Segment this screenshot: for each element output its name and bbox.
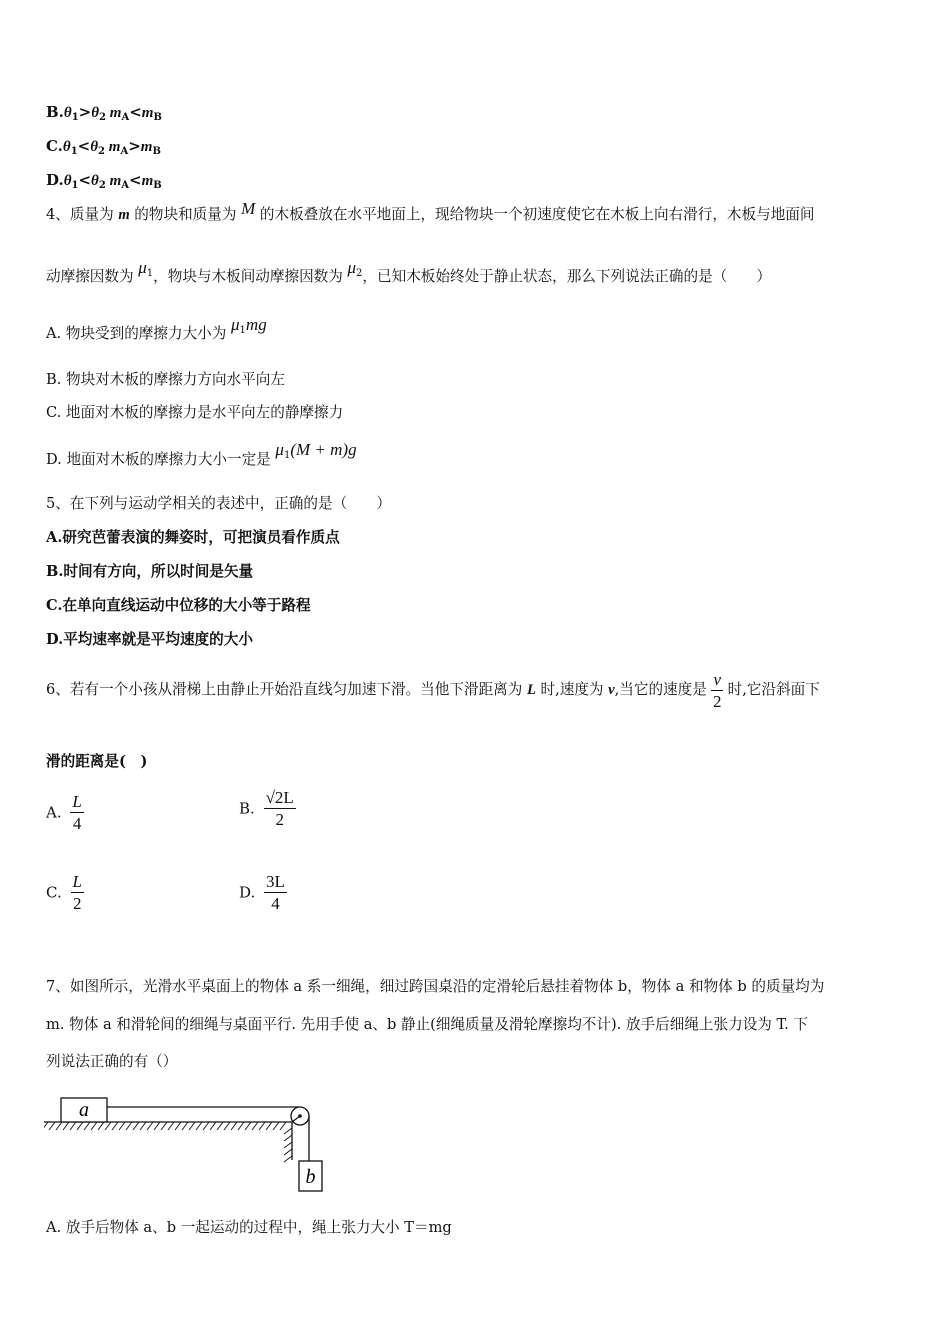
q7-pulley-figure: [44, 1090, 344, 1200]
q4-option-a: A. 物块受到的摩擦力大小为 $\mu_1mg$: [46, 315, 267, 342]
q7-stem-line3: 列说法正确的有（）: [46, 1053, 178, 1070]
q6-stem-line1: 6、若有一个小孩从滑梯上由静止开始沿直线匀加速下滑。当他下滑距离为 L 时,速度为 v,当它的速度是 $\frac{v}{2}$ 时,它沿斜面下: [46, 669, 820, 711]
q5-option-d: D.平均速率就是平均速度的大小: [46, 631, 253, 648]
q6-option-c: C. $\frac{L}{2}$: [46, 872, 82, 913]
q5-stem: 5、在下列与运动学相关的表述中，正确的是（ ）: [46, 495, 391, 512]
q7-stem-line1: 7、如图所示，光滑水平桌面上的物体 a 系一细绳，细过跨国桌沿的定滑轮后悬挂着物体 b，物体 a 和物体 b 的质量均为: [46, 978, 825, 995]
q7-stem-line2: m. 物体 a 和滑轮间的细绳与桌面平行. 先用手使 a、b 静止(细绳质量及滑轮摩擦均不计). 放手后细绳上张力设为 T. 下: [46, 1016, 808, 1033]
q5-option-c: C.在单向直线运动中位移的大小等于路程: [46, 597, 311, 614]
q5-option-b: B.时间有方向，所以时间是矢量: [46, 563, 254, 580]
block-b-label: b: [305, 1166, 316, 1188]
q7-option-a: A. 放手后物体 a、b 一起运动的过程中，绳上张力大小 T＝mg: [46, 1219, 452, 1236]
q4-stem-line2: 动摩擦因数为 $\mu_1$，物块与木板间动摩擦因数为 $\mu_2$，已知木板始终处于静止状态，那么下列说法正确的是（ ）: [46, 258, 772, 285]
q4-option-c: C. 地面对木板的摩擦力是水平向左的静摩擦力: [46, 404, 344, 421]
q4-option-d: D. 地面对木板的摩擦力大小一定是 $\mu_1(M + m)g$: [46, 440, 357, 468]
table-surface: [44, 1122, 292, 1162]
block-a-label: a: [79, 1099, 89, 1121]
q3-option-d: $D.\theta_1<\theta_2$ $m_A<m_B$: [46, 171, 162, 191]
q6-stem-line2: 滑的距离是( ): [46, 753, 148, 770]
q6-option-a: A. $\frac{L}{4}$: [46, 792, 82, 833]
q4-stem-line1: 4、质量为 m 的物块和质量为 M 的木板叠放在水平地面上，现给物块一个初速度使它在木板上向右滑行，木板与地面间: [46, 199, 815, 223]
q4-option-b: B. 物块对木板的摩擦力方向水平向左: [46, 371, 285, 388]
q3-option-b: $B.\theta_1>\theta_2$ $m_A<m_B$: [46, 103, 162, 123]
q5-option-a: A.研究芭蕾表演的舞姿时，可把演员看作质点: [46, 529, 340, 546]
q6-option-d: D. $\frac{3L}{4}$: [239, 872, 285, 913]
q6-fraction-v-over-2: $\frac{v}{2}$: [713, 669, 722, 711]
q3-option-c: $C.\theta_1<\theta_2$ $m_A>m_B$: [46, 137, 161, 157]
q6-option-b: B. $\frac{√2L}{2}$: [239, 788, 294, 829]
